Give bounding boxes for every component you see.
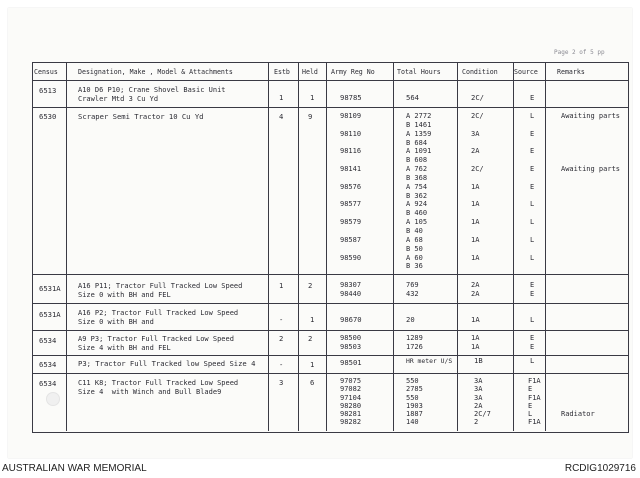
- row-designation: A16 P11; Tractor Full Tracked Low Speed Size 0 with BH and FEL: [78, 282, 243, 299]
- row-hours: 20: [406, 315, 415, 324]
- row-reg: 97075 97082 97104 98280 98281 98282: [340, 377, 362, 427]
- header-estb: Estb: [274, 68, 290, 76]
- page-number: Page 2 of 5 pp: [554, 49, 605, 56]
- row-reg: 98501: [340, 358, 362, 367]
- header-condition: Condition: [462, 68, 498, 76]
- row-source: L E E E E L L L L: [530, 112, 535, 262]
- row-condition: 1A 1A: [471, 334, 480, 351]
- row-census: 6534: [39, 336, 57, 345]
- row-census: 6530: [39, 112, 57, 121]
- footer-source: AUSTRALIAN WAR MEMORIAL: [2, 463, 147, 474]
- row-source: F1A E F1A E L F1A: [528, 377, 541, 427]
- row-census: 6531A: [39, 284, 61, 293]
- row-condition: 1A: [471, 315, 480, 324]
- row-hours: A 2772 B 1461 A 1359 B 684 A 1091 B 608 A 762 B 368 A 754 B 362 A 924 B 460 A 105 B 40 A 68 B 50 A 60 B 36: [406, 112, 432, 271]
- row-held: 1: [310, 360, 315, 369]
- punch-hole: [46, 392, 60, 406]
- row-held: 6: [310, 378, 315, 387]
- row-held: 1: [310, 315, 315, 324]
- header-source: Source: [514, 68, 538, 76]
- header-remarks: Remarks: [557, 68, 585, 76]
- row-hours: 769 432: [406, 281, 419, 298]
- row-census: 6513: [39, 86, 57, 95]
- row-reg: 98500 98503: [340, 334, 362, 351]
- row-census: 6534: [39, 379, 57, 388]
- row-held: 9: [308, 112, 313, 121]
- row-designation: A9 P3; Tractor Full Tracked Low Speed Size 4 with BH and FEL: [78, 335, 234, 352]
- footer-id: RCDIG1029716: [564, 463, 636, 474]
- row-designation: P3; Tractor Full Tracked low Speed Size 4: [78, 359, 256, 368]
- row-estb: 4: [279, 112, 284, 121]
- row-remarks: Radiator: [561, 410, 595, 419]
- row-estb: 3: [279, 378, 284, 387]
- row-hours: 564: [406, 93, 419, 102]
- row-condition: 2C/: [471, 93, 484, 102]
- row-reg: 98670: [340, 315, 362, 324]
- row-held: 2: [308, 281, 313, 290]
- row-condition: 3A 3A 3A 2A 2C/7 2: [474, 377, 491, 427]
- row-remarks: Awaiting parts Awaiting parts: [561, 112, 621, 174]
- row-estb: -: [279, 360, 284, 369]
- header-held: Held: [302, 68, 318, 76]
- row-source: E E: [530, 281, 535, 298]
- row-condition: 2A 2A: [471, 281, 480, 298]
- row-source: L: [530, 356, 535, 365]
- row-source: E E: [530, 334, 535, 351]
- row-held: 1: [310, 93, 315, 102]
- row-source: L: [530, 315, 535, 324]
- row-designation: C11 K8; Tractor Full Tracked Low Speed Size 4 with Winch and Bull Blade9: [78, 379, 239, 396]
- row-condition: 2C/ 3A 2A 2C/ 1A 1A 1A 1A 1A: [471, 112, 484, 262]
- row-held: 2: [308, 334, 313, 343]
- row-reg: 98307 98440: [340, 281, 362, 298]
- row-estb: 1: [279, 281, 284, 290]
- row-reg: 98785: [340, 93, 362, 102]
- header-total-hours: Total Hours: [397, 68, 441, 76]
- header-designation: Designation, Make , Model & Attachments: [78, 68, 233, 76]
- header-army-reg-no: Army Reg No: [331, 68, 375, 76]
- row-designation: A16 P2; Tractor Full Tracked Low Speed Size 0 with BH and: [78, 309, 239, 326]
- row-hours: 550 2785 550 1903 1887 140: [406, 377, 423, 427]
- row-estb: 1: [279, 93, 284, 102]
- row-hours: HR meter U/S: [406, 357, 453, 365]
- row-census: 6534: [39, 360, 57, 369]
- row-condition: 1B: [474, 356, 483, 365]
- row-hours: 1289 1726: [406, 334, 423, 351]
- row-estb: 2: [279, 334, 284, 343]
- row-designation: A10 D6 P10; Crane Shovel Basic Unit Crawler Mtd 3 Cu Yd: [78, 86, 226, 103]
- header-census: Census: [34, 68, 58, 76]
- row-census: 6531A: [39, 310, 61, 319]
- row-source: E: [530, 93, 535, 102]
- row-designation: Scraper Semi Tractor 10 Cu Yd: [78, 112, 204, 121]
- row-reg: 98109 98110 98116 98141 98576 98577 98579 98587 98590: [340, 112, 362, 262]
- row-estb: -: [279, 315, 284, 324]
